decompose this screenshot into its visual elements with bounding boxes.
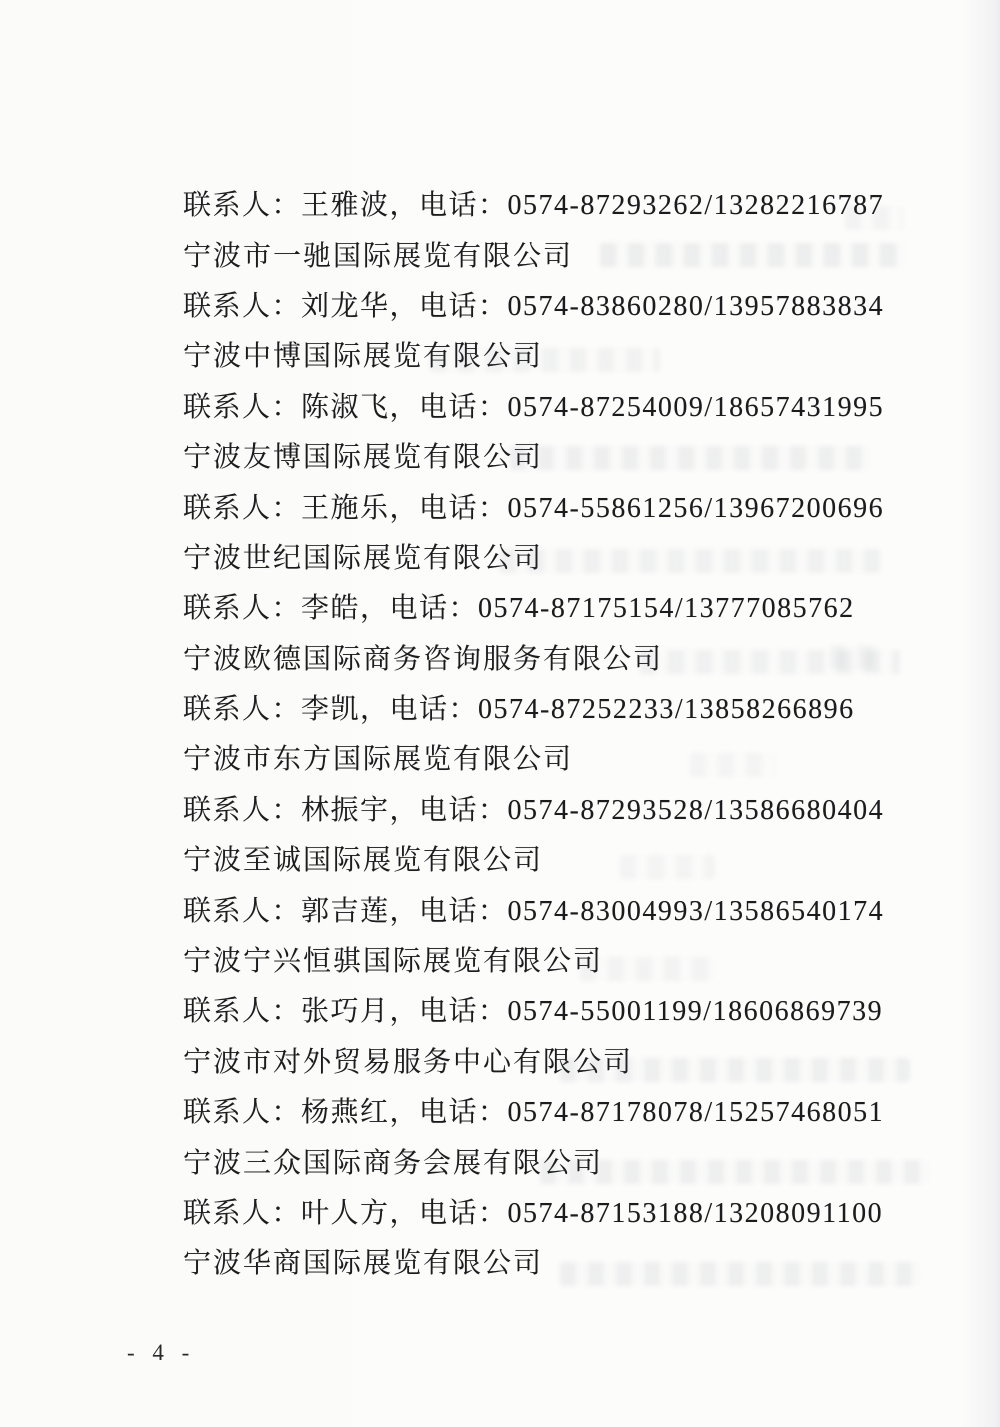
company-line: 宁波友博国际展览有限公司: [183, 442, 544, 474]
contact-line: 联系人：叶人方，电话：0574-87153188/13208091100: [183, 1198, 884, 1229]
contact-line: 联系人：王雅波，电话：0574-87293262/13282216787: [183, 190, 885, 222]
company-line: 宁波市一驰国际展览有限公司: [183, 240, 574, 272]
company-line: 宁波世纪国际展览有限公司: [183, 542, 544, 574]
contact-line: 联系人：张巧月，电话：0574-55001199/18606869739: [183, 996, 884, 1028]
contact-line: 联系人：王施乐，电话：0574-55861256/13967200696: [183, 492, 885, 524]
company-line: 宁波三众国际商务会展有限公司: [183, 1147, 604, 1179]
company-line: 宁波中博国际展览有限公司: [183, 341, 544, 373]
contact-list: [183, 178, 960, 1287]
contact-line: 联系人：林振宇，电话：0574-87293528/13586680404: [183, 794, 885, 826]
company-line: 宁波宁兴恒骐国际展览有限公司: [183, 946, 604, 978]
contact-line: 联系人：杨燕红，电话：0574-87178078/15257468051: [183, 1097, 885, 1129]
company-line: 宁波市对外贸易服务中心有限公司: [183, 1046, 634, 1078]
contact-line: 联系人：郭吉莲，电话：0574-83004993/13586540174: [183, 895, 885, 927]
company-line: 宁波市东方国际展览有限公司: [183, 744, 574, 776]
page-number: - 4 -: [127, 1340, 196, 1365]
contact-line: 联系人：李皓，电话：0574-87175154/13777085762: [183, 593, 855, 625]
contact-line: 联系人：李凯，电话：0574-87252233/13858266896: [183, 694, 855, 726]
company-line: 宁波华商国际展览有限公司: [183, 1248, 544, 1280]
company-line: 宁波欧德国际商务咨询服务有限公司: [183, 643, 664, 675]
company-line: 宁波至诚国际展览有限公司: [183, 845, 544, 877]
contact-line: 联系人：刘龙华，电话：0574-83860280/13957883834: [183, 290, 885, 322]
contact-line: 联系人：陈淑飞，电话：0574-87254009/18657431995: [183, 391, 885, 423]
